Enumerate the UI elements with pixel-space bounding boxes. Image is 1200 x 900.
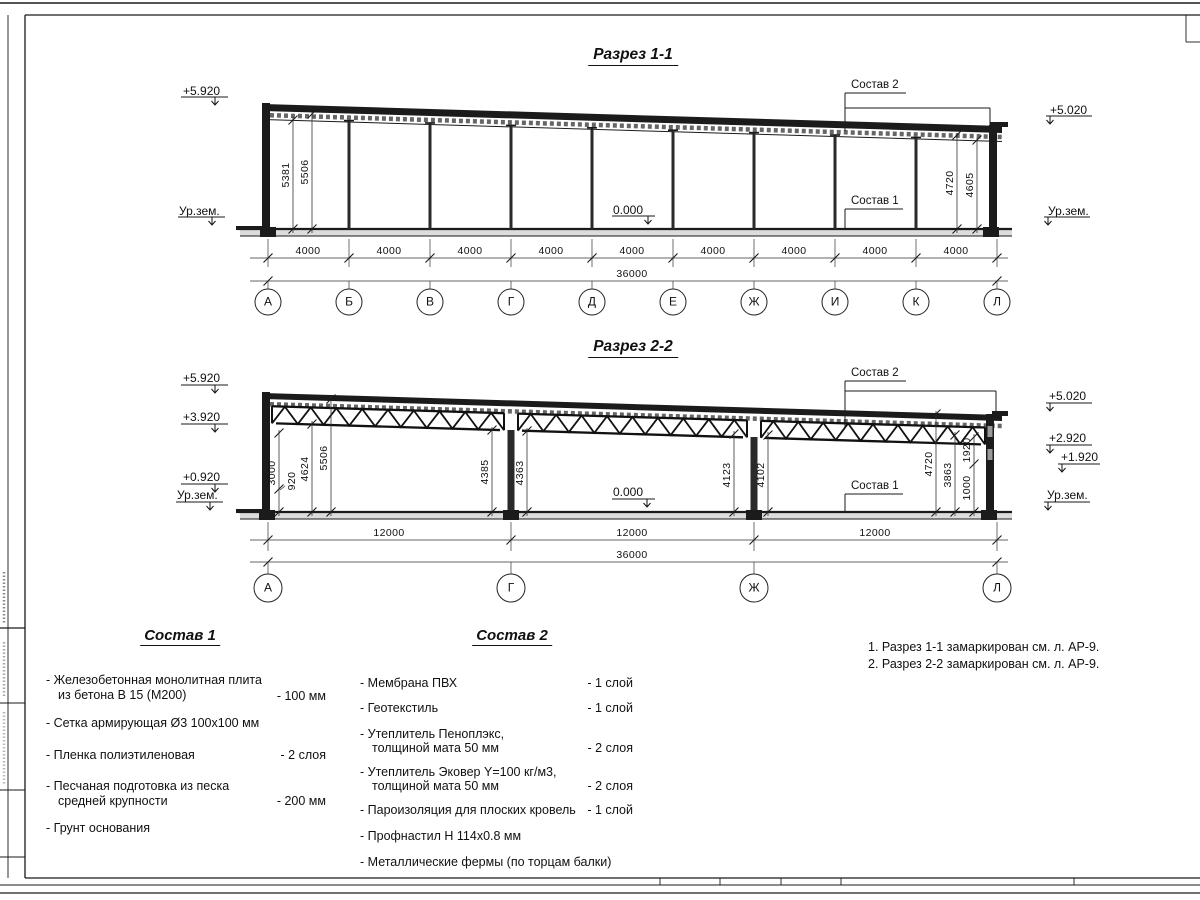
height-dim: 4385 xyxy=(479,459,491,485)
note-line: 2. Разрез 2-2 замаркирован см. л. АР-9. xyxy=(868,657,1100,671)
axis-bubble: Д xyxy=(579,289,606,316)
list-item: - Пленка полиэтиленовая xyxy=(46,748,195,762)
list-item: - Грунт основания xyxy=(46,821,151,835)
axis-bubble: К xyxy=(903,289,930,316)
bay-dim: 4000 xyxy=(538,245,564,257)
list-item: - Песчаная подготовка из песка xyxy=(46,779,230,793)
ground-level-mark: Ур.зем. xyxy=(177,488,218,502)
list-item-value: - 2 слоя xyxy=(587,779,633,793)
axis-bubble: Б xyxy=(336,289,363,316)
elevation-mark: +3.920 xyxy=(183,410,221,424)
elevation-mark: +5.920 xyxy=(183,371,221,385)
list-item-value: - 200 мм xyxy=(276,794,326,808)
axis-bubble: Ж xyxy=(741,289,768,316)
axis-bubble: И xyxy=(822,289,849,316)
list-item-value: - 1 слой xyxy=(587,676,633,690)
height-dim: 4720 xyxy=(923,451,935,477)
bay-dim: 12000 xyxy=(373,527,405,539)
elevation-mark: +5.020 xyxy=(1049,389,1087,403)
axis-bubble: В xyxy=(417,289,444,316)
axis-bubble: Е xyxy=(660,289,687,316)
list-item-line2: из бетона В 15 (М200) xyxy=(58,688,187,702)
height-dim: 4624 xyxy=(299,456,311,482)
axis-bubble: Г xyxy=(498,289,525,316)
list-item: - Геотекстиль xyxy=(360,701,439,715)
height-dim: 1000 xyxy=(961,475,973,501)
bay-dim: 4000 xyxy=(862,245,888,257)
axis-bubble: А xyxy=(255,289,282,316)
section2-title: Разрез 2-2 xyxy=(588,338,678,358)
zero-level-mark: 0.000 xyxy=(613,485,644,499)
bay-dim: 12000 xyxy=(616,527,648,539)
elevation-mark: +5.920 xyxy=(183,84,221,98)
list-item: - Мембрана ПВХ xyxy=(360,676,458,690)
height-dim: 5506 xyxy=(318,445,330,471)
height-dim: 4363 xyxy=(514,460,526,486)
list-item-line2: средней крупности xyxy=(58,794,168,808)
bay-dim: 4000 xyxy=(781,245,807,257)
height-dim: 1920 xyxy=(961,437,973,463)
ground-level-mark: Ур.зем. xyxy=(179,204,220,218)
axis-bubble: Л xyxy=(983,574,1012,603)
list-item-value: - 1 слой xyxy=(587,701,633,715)
height-dim: 920 xyxy=(286,471,298,491)
list-item: - Профнастил Н 114х0.8 мм xyxy=(360,829,522,843)
bay-dim: 4000 xyxy=(376,245,402,257)
axis-bubble: Л xyxy=(984,289,1011,316)
height-dim: 4102 xyxy=(755,462,767,488)
list-item-line2: толщиной мата 50 мм xyxy=(372,741,499,755)
bay-dim: 4000 xyxy=(700,245,726,257)
callout-sostav2: Состав 2 xyxy=(851,79,899,91)
bay-dim: 4000 xyxy=(457,245,483,257)
height-dim: 4123 xyxy=(721,462,733,488)
list-item: - Пароизоляция для плоских кровель xyxy=(360,803,576,817)
callout-sostav1: Состав 1 xyxy=(851,480,899,492)
section1-title: Разрез 1-1 xyxy=(588,46,678,66)
note-line: 1. Разрез 1-1 замаркирован см. л. АР-9. xyxy=(868,640,1100,654)
callout-sostav1: Состав 1 xyxy=(851,195,899,207)
sostav2-heading: Состав 2 xyxy=(472,627,552,646)
elevation-mark: +2.920 xyxy=(1049,431,1087,445)
list-item: - Утеплитель Пеноплэкс, xyxy=(360,727,505,741)
list-item-value: - 1 слой xyxy=(587,803,633,817)
elevation-mark: +5.020 xyxy=(1050,103,1088,117)
total-dim: 36000 xyxy=(616,549,648,561)
height-dim: 3000 xyxy=(266,460,278,486)
bay-dim: 4000 xyxy=(295,245,321,257)
elevation-mark: +1.920 xyxy=(1061,450,1099,464)
height-dim: 3863 xyxy=(942,462,954,488)
axis-bubble: Ж xyxy=(740,574,769,603)
ground-level-mark: Ур.зем. xyxy=(1047,488,1088,502)
ground-level-mark: Ур.зем. xyxy=(1048,204,1089,218)
height-dim: 4720 xyxy=(944,170,956,196)
list-item-value: - 2 слоя xyxy=(280,748,326,762)
elevation-mark: +0.920 xyxy=(183,470,221,484)
height-dim: 4605 xyxy=(964,172,976,198)
total-dim: 36000 xyxy=(616,268,648,280)
list-item: - Железобетонная монолитная плита xyxy=(46,673,262,687)
list-item: - Металлические фермы (по торцам балки) xyxy=(360,855,612,869)
sostav1-heading: Состав 1 xyxy=(140,627,220,646)
axis-bubble: Г xyxy=(497,574,526,603)
callout-sostav2: Состав 2 xyxy=(851,367,899,379)
bay-dim: 4000 xyxy=(619,245,645,257)
axis-bubble: А xyxy=(254,574,283,603)
list-item-value: - 100 мм xyxy=(276,689,326,703)
list-item: - Утеплитель Эковер Y=100 кг/м3, xyxy=(360,765,557,779)
height-dim: 5381 xyxy=(280,162,292,188)
list-item-line2: толщиной мата 50 мм xyxy=(372,779,499,793)
bay-dim: 4000 xyxy=(943,245,969,257)
zero-level-mark: 0.000 xyxy=(613,203,644,217)
height-dim: 5506 xyxy=(299,159,311,185)
list-item: - Сетка армирующая Ø3 100х100 мм xyxy=(46,716,260,730)
list-item-value: - 2 слоя xyxy=(587,741,633,755)
bay-dim: 12000 xyxy=(859,527,891,539)
